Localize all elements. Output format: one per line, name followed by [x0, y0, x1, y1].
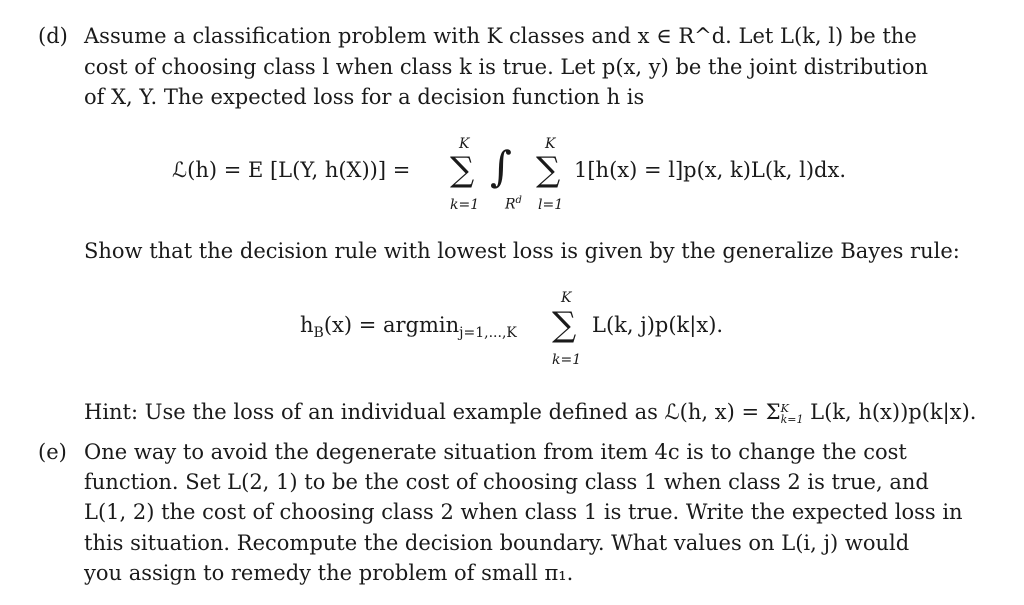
integral-domain: $R^d$ [505, 195, 522, 213]
sum3-upper: K [561, 290, 572, 306]
item-e-line-1: One way to avoid the degenerate situation from item 4c is to change the cost [84, 440, 907, 464]
item-d-line-1: Assume a classification problem with K classes and x ∈ R^d. Let L(k, l) be the [84, 24, 917, 48]
item-e-line-2: function. Set L(2, 1) to be the cost of choosing class 1 when class 2 is true, and [84, 470, 929, 494]
sum2-symbol: ∑ [536, 150, 561, 190]
item-e-line-4: this situation. Recompute the decision boundary. What values on L(i, j) would [84, 531, 910, 555]
item-d-label: (d) [38, 24, 68, 48]
show-text: Show that the decision rule with lowest loss is given by the generalize Bayes rule: [84, 239, 960, 263]
item-d-line-3: of X, Y. The expected loss for a decision function h is [84, 85, 645, 109]
sum3-lower: k=1 [552, 352, 582, 368]
integral-symbol: ∫ [490, 142, 512, 191]
item-e-label: (e) [38, 440, 67, 464]
sum3-symbol: ∑ [552, 305, 577, 345]
eq1-rhs: 1[h(x) = l]p(x, k)L(k, l)dx. [574, 158, 846, 182]
item-e-line-5: you assign to remedy the problem of small π₁. [84, 561, 574, 585]
eq2-lhs: $h_B(x) = argmin_{j=1,...,K}$ [300, 313, 517, 342]
eq1-lhs: ℒ(h) = E [L(Y, h(X))] = [172, 158, 411, 182]
sum2-lower: l=1 [538, 197, 564, 213]
sum2-upper: K [545, 136, 556, 152]
item-d-line-2: cost of choosing class l when class k is true. Let p(x, y) be the joint distribution [84, 55, 929, 79]
sum1-symbol: ∑ [450, 150, 475, 190]
item-e-line-3: L(1, 2) the cost of choosing class 2 when class 1 is true. Write the expected loss in [84, 500, 963, 524]
sum1-lower: k=1 [450, 197, 480, 213]
hint-text: Hint: Use the loss of an individual example defined as ℒ(h, x) = Σ K k=1 L(k, h(x))p(k|x). [84, 400, 977, 426]
eq2-rhs: L(k, j)p(k|x). [592, 313, 724, 337]
sum1-upper: K [459, 136, 470, 152]
